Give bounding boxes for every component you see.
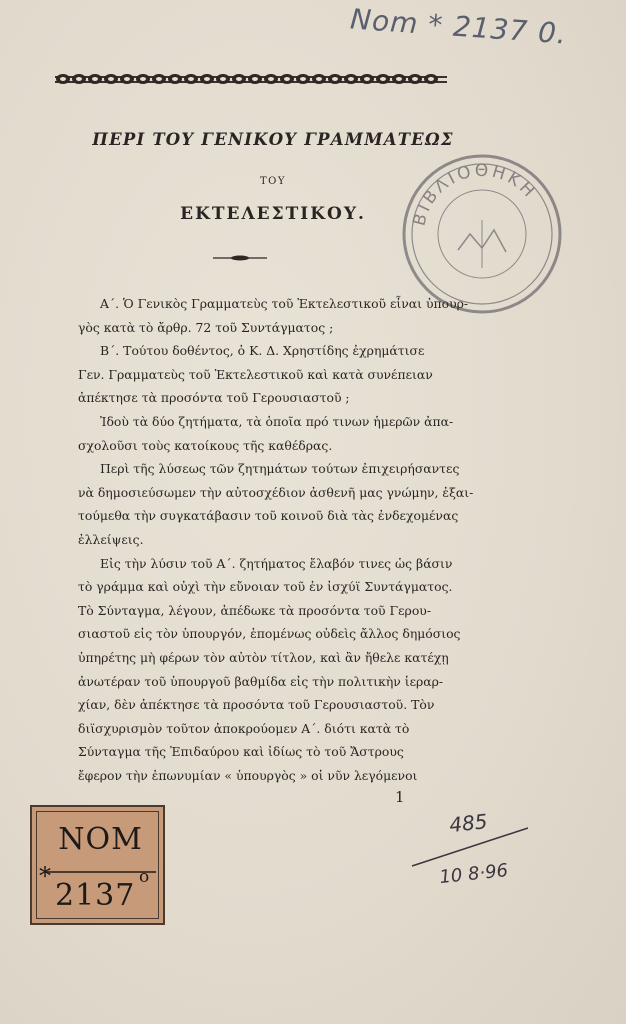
- body-line: γὸς κατὰ τὸ ἄρθρ. 72 τοῦ Συντάγματος ;: [78, 319, 334, 335]
- svg-text:ΒΙΒΛΙΟΘΗΚΗ: [409, 161, 540, 228]
- body-line: Β΄. Τούτου δοθέντος, ὁ Κ. Δ. Χρηστίδης ἐχρημάτισε: [100, 343, 425, 359]
- label-inner-border: [36, 811, 159, 919]
- title-divider-rule: [213, 253, 267, 263]
- body-line: Ἰδοὺ τὰ δύο ζητήματα, τὰ ὁποῖα πρό τινων ἡμερῶν ἀπα-: [100, 413, 454, 429]
- body-line: χίαν, δὲν ἀπέκτησε τὰ προσόντα τοῦ Γερουσιαστοῦ. Τὸν: [78, 697, 435, 713]
- handwritten-reference: Nom * 2137 0.: [349, 2, 568, 51]
- body-line: σχολοῦσι τοὺς κατοίκους τῆς καθέδρας.: [78, 437, 333, 453]
- handwritten-number-top: 485: [448, 809, 489, 838]
- library-shelf-label: [30, 805, 165, 925]
- body-line: Τὸ Σύνταγμα, λέγουν, ἀπέδωκε τὰ προσόντα τοῦ Γερου-: [78, 602, 432, 618]
- handwritten-number-bottom: 10 8·96: [438, 860, 510, 889]
- body-line: Α΄. Ὁ Γενικὸς Γραμματεὺς τοῦ Ἐκτελεστικοῦ εἶναι ὑπουρ-: [100, 296, 469, 311]
- document-title: ΠΕΡΙ ΤΟΥ ΓΕΝΙΚΟΥ ΓΡΑΜΜΑΤΕΩΣ: [92, 130, 454, 149]
- label-degree-mark: o: [139, 867, 150, 887]
- document-body: [78, 292, 474, 787]
- page-number: 1: [395, 788, 405, 806]
- body-line: ἐλλείψεις.: [78, 531, 144, 547]
- body-line: ὑπηρέτης μὴ φέρων τὸν αὐτὸν τίτλον, καὶ ἂν ἤθελε κατέχῃ: [78, 649, 449, 665]
- body-line: Εἰς τὴν λύσιν τοῦ Α΄. ζητήματος ἔλαβόν τινες ὡς βάσιν: [100, 555, 453, 571]
- label-collection-code: NOM: [58, 822, 143, 857]
- body-line: νὰ δημοσιεύσωμεν τὴν αὐτοσχέδιον ἀσθενῆ μας γνώμην, ἐξαι-: [78, 484, 474, 500]
- body-line: Γεν. Γραμματεὺς τοῦ Ἐκτελεστικοῦ καὶ κατὰ συνέπειαν: [78, 366, 433, 382]
- document-title-connector: ΤΟΥ: [260, 176, 286, 187]
- handwritten-catalog-note: [410, 800, 540, 900]
- body-line: ἀπέκτησε τὰ προσόντα τοῦ Γερουσιαστοῦ ;: [78, 390, 350, 406]
- body-line: τὸ γράμμα καὶ οὐχὶ τὴν εὔνοιαν τοῦ ἐν ἰσχύϊ Συντάγματος.: [78, 579, 453, 595]
- body-line: σιαστοῦ εἰς τὸν ὑπουργόν, ἑπομένως οὐδεὶς ἄλλος δημόσιος: [78, 626, 461, 642]
- label-shelf-number: 2137: [55, 878, 136, 913]
- decorative-ornament-bar: [55, 70, 447, 88]
- body-line: ἀνωτέραν τοῦ ὑπουργοῦ βαθμίδα εἰς τὴν πολιτικὴν ἱεραρ-: [78, 673, 444, 689]
- stamp-text: ΒΙΒΛΙΟΘΗΚΗ: [409, 160, 541, 228]
- label-star: *: [39, 862, 51, 890]
- body-line: Σύνταγμα τῆς Ἐπιδαύρου καὶ ἰδίως τὸ τοῦ Ἄστρους: [78, 744, 404, 760]
- body-line: ἔφερον τὴν ἐπωνυμίαν « ὑπουργὸς » οἱ νῦν λεγόμενοι: [78, 767, 418, 783]
- body-line: διϊσχυρισμὸν τοῦτον ἀποκρούομεν Α΄. διότι κατὰ τὸ: [78, 720, 410, 736]
- body-line: τούμεθα τὴν συγκατάβασιν τοῦ κοινοῦ διὰ τὰς ἐνδεχομένας: [78, 508, 459, 524]
- document-subtitle: ΕΚΤΕΛΕΣΤΙΚΟΥ.: [180, 204, 366, 224]
- body-line: Περὶ τῆς λύσεως τῶν ζητημάτων τούτων ἐπιχειρήσαντες: [100, 461, 460, 477]
